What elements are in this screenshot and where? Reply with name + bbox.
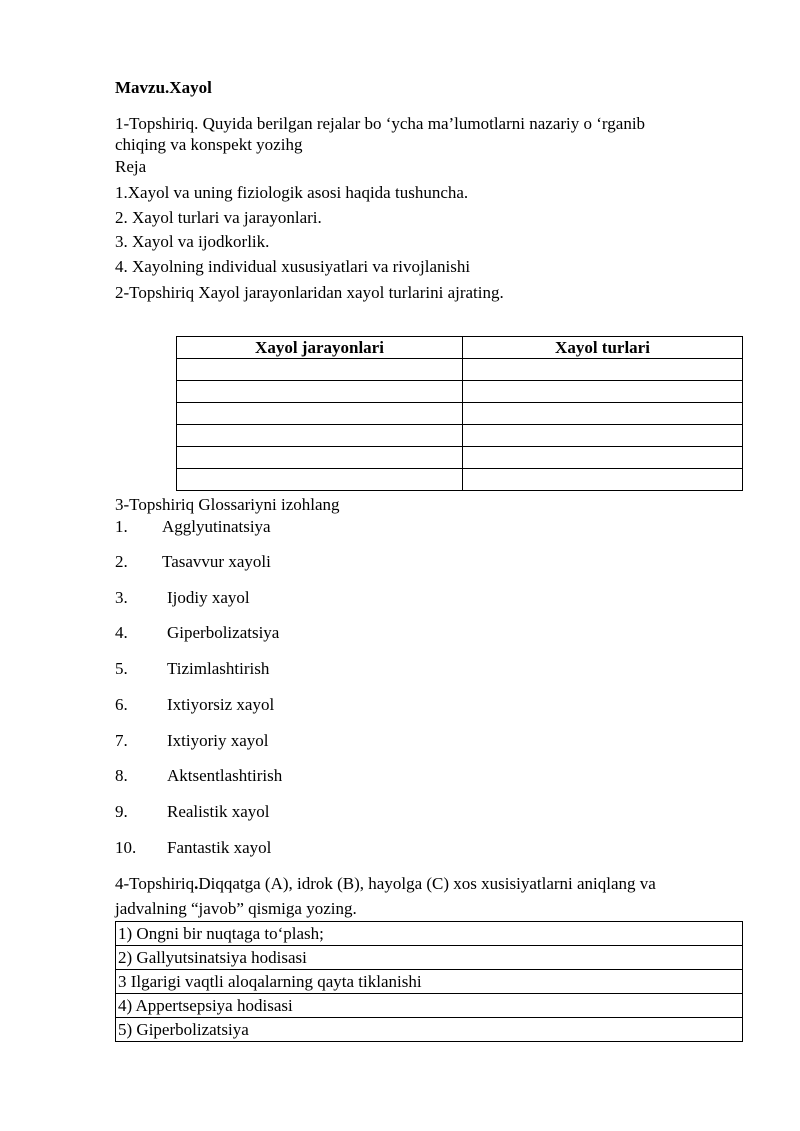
blank-cell[interactable]	[177, 359, 463, 381]
glossary-number: 4.	[115, 623, 128, 642]
glossary-number: 2.	[115, 552, 128, 571]
plan-item: 4. Xayolning individual xususiyatlari va rivojlanishi	[115, 257, 471, 276]
blank-cell[interactable]	[177, 469, 463, 491]
blank-cell[interactable]	[463, 359, 743, 381]
glossary-number: 7.	[115, 731, 128, 750]
page-title: Mavzu.Xayol	[115, 78, 212, 97]
plan-label: Reja	[115, 157, 147, 176]
feature-cell: 5) Giperbolizatsiya	[116, 1018, 743, 1042]
glossary-number: 1.	[115, 517, 128, 536]
features-table	[115, 921, 743, 1042]
processes-types-table	[176, 336, 743, 491]
glossary-number: 10.	[115, 838, 137, 857]
glossary-term: Ijodiy xayol	[167, 588, 250, 607]
table-row	[177, 447, 743, 469]
glossary-term: Agglyutinatsiya	[162, 517, 271, 536]
task4-text-line2: jadvalning “javob” qismiga yozing.	[115, 899, 357, 918]
header-types: Xayol turlari	[463, 337, 743, 359]
glossary-term: Aktsentlashtirish	[167, 766, 283, 785]
glossary-term: Giperbolizatsiya	[167, 623, 280, 642]
table-row	[177, 469, 743, 491]
glossary-number: 9.	[115, 802, 128, 821]
blank-cell[interactable]	[463, 425, 743, 447]
blank-cell[interactable]	[463, 403, 743, 425]
blank-cell[interactable]	[177, 381, 463, 403]
glossary-number: 5.	[115, 659, 128, 678]
task1-text-line1: 1-Topshiriq. Quyida berilgan rejalar bo ‘ycha ma’lumotlarni nazariy o ‘rganib	[115, 114, 646, 133]
table-row	[116, 946, 743, 970]
blank-cell[interactable]	[177, 425, 463, 447]
glossary-number: 6.	[115, 695, 128, 714]
glossary-term: Ixtiyorsiz xayol	[167, 695, 275, 714]
table-row	[116, 970, 743, 994]
blank-cell[interactable]	[463, 447, 743, 469]
task1-text-line2: chiqing va konspekt yozihg	[115, 135, 303, 154]
table-row	[177, 381, 743, 403]
glossary-term: Tizimlashtirish	[167, 659, 270, 678]
task2-text: 2-Topshiriq Xayol jarayonlaridan xayol turlarini ajrating.	[115, 283, 504, 302]
task3-text: 3-Topshiriq Glossariyni izohlang	[115, 495, 340, 514]
blank-cell[interactable]	[177, 447, 463, 469]
table-row	[177, 425, 743, 447]
blank-cell[interactable]	[177, 403, 463, 425]
task4-prefix: 4-Topshiriq	[115, 874, 195, 893]
table-header-row	[177, 337, 743, 359]
table-row	[116, 1018, 743, 1042]
glossary-term: Ixtiyoriy xayol	[167, 731, 269, 750]
task4-rest: Diqqatga (A), idrok (B), hayolga (C) xos xusisiyatlarni aniqlang va	[198, 874, 656, 893]
glossary-number: 8.	[115, 766, 128, 785]
glossary-term: Tasavvur xayoli	[162, 552, 271, 571]
blank-cell[interactable]	[463, 381, 743, 403]
plan-item: 1.Xayol va uning fiziologik asosi haqida tushuncha.	[115, 183, 469, 202]
table-row	[116, 994, 743, 1018]
feature-cell: 2) Gallyutsinatsiya hodisasi	[116, 946, 743, 970]
feature-cell: 1) Ongni bir nuqtaga to‘plash;	[116, 922, 743, 946]
plan-item: 3. Xayol va ijodkorlik.	[115, 232, 270, 251]
glossary-term: Realistik xayol	[167, 802, 270, 821]
task4-text-line1	[115, 874, 656, 894]
task4-dot: .	[194, 874, 199, 893]
blank-cell[interactable]	[463, 469, 743, 491]
header-processes: Xayol jarayonlari	[177, 337, 463, 359]
table-row	[177, 403, 743, 425]
table-row	[177, 359, 743, 381]
table-row	[116, 922, 743, 946]
feature-cell: 4) Appertsepsiya hodisasi	[116, 994, 743, 1018]
glossary-number: 3.	[115, 588, 128, 607]
plan-item: 2. Xayol turlari va jarayonlari.	[115, 208, 322, 227]
feature-cell: 3 Ilgarigi vaqtli aloqalarning qayta tiklanishi	[116, 970, 743, 994]
glossary-term: Fantastik xayol	[167, 838, 272, 857]
